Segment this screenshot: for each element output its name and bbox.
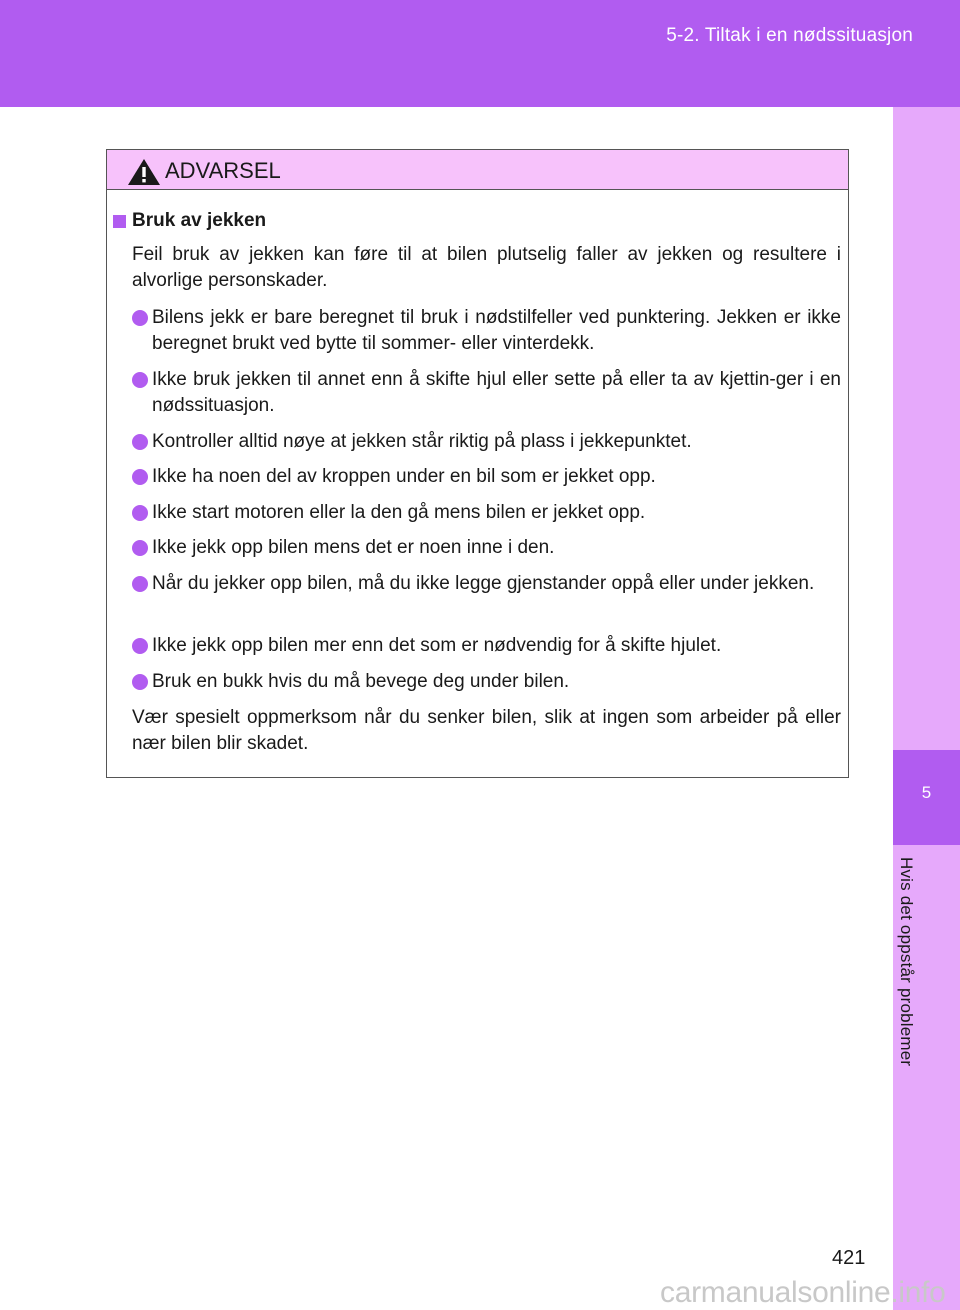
warning-body <box>107 190 848 777</box>
watermark: carmanualsonline.info <box>660 1276 946 1309</box>
warning-triangle-icon <box>127 158 161 186</box>
list-item: Når du jekker opp bilen, må du ikke legge gjenstander oppå eller under jekken. <box>132 571 841 597</box>
chapter-number: 5 <box>921 783 932 802</box>
warning-header <box>107 150 848 190</box>
warning-title: ADVARSEL <box>165 158 281 183</box>
chapter-side-tab <box>893 107 960 1310</box>
list-item: Kontroller alltid nøye at jekken står riktig på plass i jekkepunktet. <box>132 429 841 455</box>
list-item: Ikke start motoren eller la den gå mens bilen er jekket opp. <box>132 500 841 526</box>
bullet-dot-icon <box>132 505 148 521</box>
section-title: 5-2. Tiltak i en nødssituasjon <box>666 25 913 46</box>
page-number: 421 <box>832 1247 866 1269</box>
closing-paragraph: Vær spesielt oppmerksom når du senker bilen, slik at ingen som arbeider på eller nær bilen blir skadet. <box>132 707 841 754</box>
list-item: Ikke ha noen del av kroppen under en bil som er jekket opp. <box>132 464 841 490</box>
warning-box <box>106 149 849 778</box>
section-heading <box>113 208 266 234</box>
square-bullet-icon <box>113 215 126 228</box>
bullet-dot-icon <box>132 576 148 592</box>
bullet-dot-icon <box>132 434 148 450</box>
chapter-label: Hvis det oppstår problemer <box>897 857 916 1067</box>
section-heading-text: Bruk av jekken <box>132 210 267 231</box>
bullet-dot-icon <box>132 469 148 485</box>
bullet-dot-icon <box>132 310 148 326</box>
list-item: Ikke bruk jekken til annet enn å skifte hjul eller sette på eller ta av kjettin-ger i en nødssituasjon. <box>132 367 841 419</box>
list-item: Bilens jekk er bare beregnet til bruk i nødstilfeller ved punktering. Jekken er ikke beregnet brukt ved bytte til sommer- eller vinterdekk. <box>132 305 841 357</box>
chapter-number-box <box>893 750 960 845</box>
bullet-dot-icon <box>132 638 148 654</box>
list-item: Bruk en bukk hvis du må bevege deg under bilen. <box>132 669 841 695</box>
page-header <box>0 0 960 107</box>
bullet-dot-icon <box>132 540 148 556</box>
intro-paragraph: Feil bruk av jekken kan føre til at bilen plutselig faller av jekken og resultere i alvorlige personskader. <box>132 244 841 291</box>
list-item: Ikke jekk opp bilen mer enn det som er nødvendig for å skifte hjulet. <box>132 633 841 659</box>
bullet-dot-icon <box>132 674 148 690</box>
list-item: Ikke jekk opp bilen mens det er noen inne i den. <box>132 535 841 561</box>
chapter-label-container <box>896 857 926 1097</box>
bullet-dot-icon <box>132 372 148 388</box>
